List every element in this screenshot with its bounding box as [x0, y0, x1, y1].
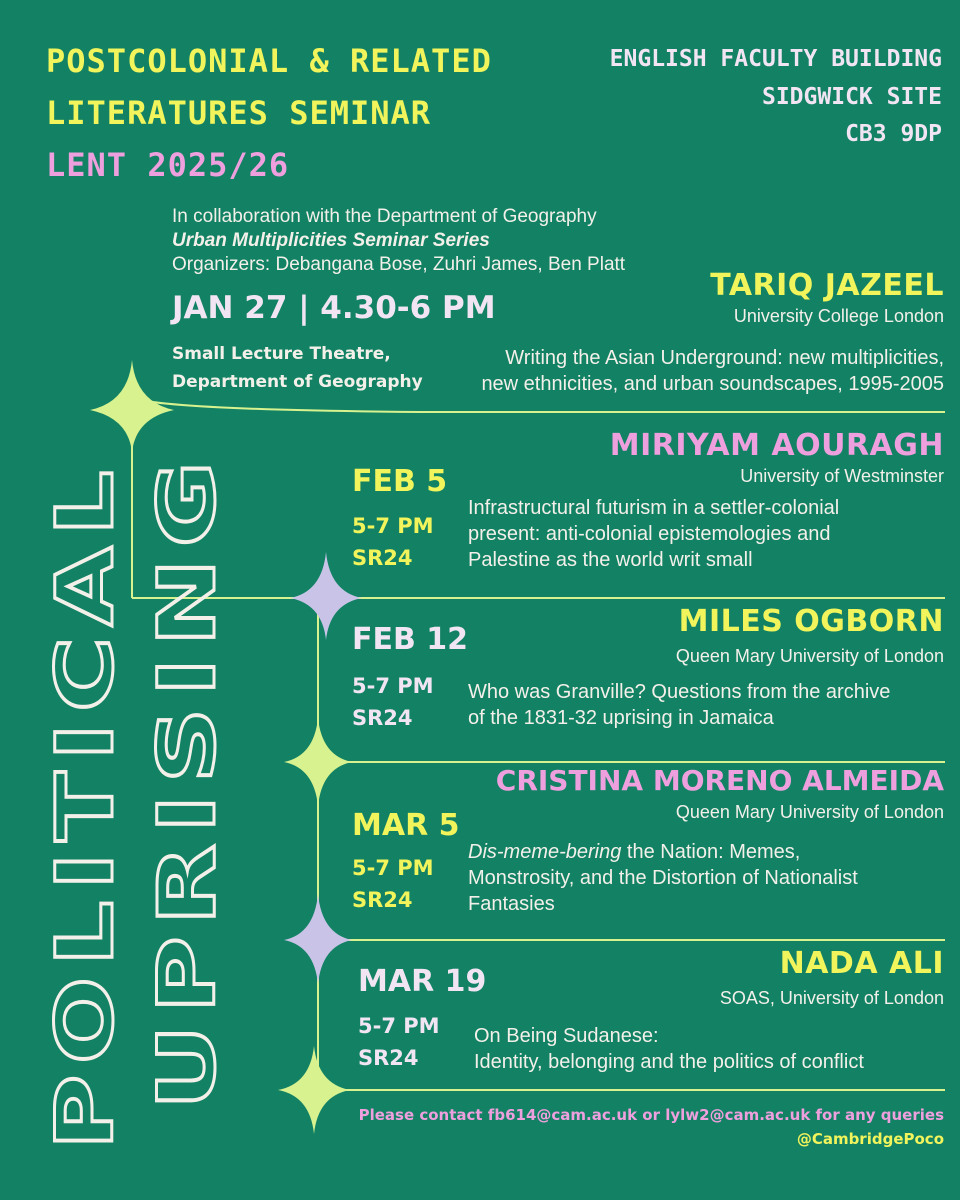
event-3-room: SR24: [352, 706, 413, 730]
event-4-room: SR24: [352, 888, 413, 912]
event-5-institution: SOAS, University of London: [719, 988, 944, 1008]
event-1-speaker: TARIQ JAZEEL: [710, 268, 944, 303]
event-5-talk-line-2: Identity, belonging and the politics of conflict: [474, 1051, 864, 1073]
event-3-talk-line-1: Who was Granville? Questions from the archive: [468, 681, 891, 703]
event-1-talk-line-1: Writing the Asian Underground: new multiplicities,: [505, 347, 944, 369]
event-1-location-line-1: Small Lecture Theatre,: [172, 344, 391, 364]
event-4-date: MAR 5: [352, 808, 460, 843]
title-line-2: LITERATURES SEMINAR: [46, 94, 432, 132]
event-2-speaker: MIRIYAM AOURAGH: [609, 428, 944, 463]
event-1-talk-line-2: new ethnicities, and urban soundscapes, 1995-2005: [481, 373, 944, 395]
event-1-date-time: JAN 27 | 4.30-6 PM: [172, 290, 496, 326]
event-5-time: 5-7 PM: [358, 1014, 440, 1038]
event-1-location-line-2: Department of Geography: [172, 372, 423, 392]
event-4-talk-line-3: Fantasies: [468, 893, 555, 915]
sparkle-star-4: [284, 894, 352, 984]
series-name: Urban Multiplicities Seminar Series: [172, 230, 490, 251]
event-5-talk-line-1: On Being Sudanese:: [474, 1025, 659, 1047]
event-4-institution: Queen Mary University of London: [675, 802, 944, 822]
event-3-date: FEB 12: [352, 622, 469, 657]
event-2-talk-line-1: Infrastructural futurism in a settler-colonial: [468, 497, 840, 519]
event-4-speaker: CRISTINA MORENO ALMEIDA: [495, 764, 944, 797]
timeline-branch-1: [132, 398, 945, 412]
theme-text: [41, 450, 233, 1150]
event-4-talk-line-2: Monstrosity, and the Distortion of Nationalist: [468, 867, 858, 889]
event-3-talk-line-2: of the 1831-32 uprising in Jamaica: [468, 707, 774, 729]
event-2-talk-line-3: Palestine as the world writ small: [468, 549, 753, 571]
event-2-talk-line-2: present: anti-colonial epistemologies and: [468, 523, 831, 545]
sparkle-star-5: [278, 1046, 350, 1134]
event-3-speaker: MILES OGBORN: [678, 604, 944, 639]
event-5-date: MAR 19: [358, 964, 487, 999]
venue-line-2: SIDGWICK SITE: [761, 84, 942, 110]
venue-line-3: CB3 9DP: [845, 121, 942, 147]
sparkle-star-1: [90, 360, 174, 452]
event-5-room: SR24: [358, 1046, 419, 1070]
term-label: LENT 2025/26: [46, 146, 290, 184]
contact-line: Please contact fb614@cam.ac.uk or lylw2@cam.ac.uk for any queries: [358, 1106, 944, 1124]
event-4-talk-italic: Dis-meme-bering: [468, 841, 622, 863]
event-4-time: 5-7 PM: [352, 856, 434, 880]
sparkle-star-3: [284, 718, 352, 806]
event-5-speaker: NADA ALI: [779, 946, 944, 981]
event-3-institution: Queen Mary University of London: [675, 646, 944, 666]
event-2-date: FEB 5: [352, 464, 448, 499]
organizers-line: Organizers: Debangana Bose, Zuhri James, Ben Platt: [172, 254, 626, 275]
event-3-time: 5-7 PM: [352, 674, 434, 698]
event-2-room: SR24: [352, 546, 413, 570]
event-4-talk-line-1-rest: the Nation: Memes,: [621, 841, 801, 863]
theme-line-2: UPRISING: [143, 621, 233, 1110]
collaboration-line: In collaboration with the Department of Geography: [172, 206, 597, 227]
sparkle-star-2: [290, 552, 362, 640]
theme-line-1: POLITICAL: [41, 626, 131, 1150]
event-2-time: 5-7 PM: [352, 514, 434, 538]
social-handle: @CambridgePoco: [796, 1130, 944, 1148]
title-line-1: POSTCOLONIAL & RELATED: [46, 42, 492, 80]
event-2-institution: University of Westminster: [740, 466, 944, 486]
venue-line-1: ENGLISH FACULTY BUILDING: [609, 46, 942, 72]
event-1-institution: University College London: [733, 306, 944, 326]
